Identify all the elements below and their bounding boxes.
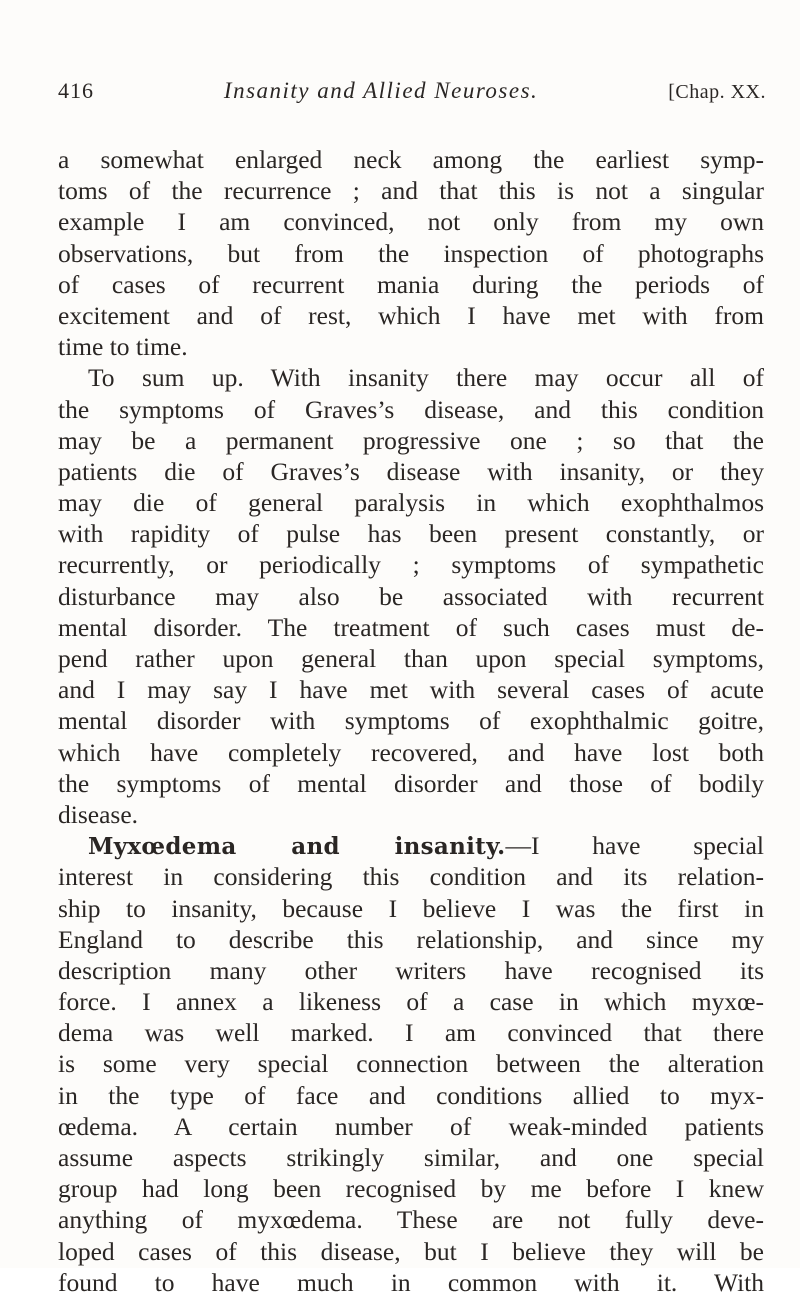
text-line: interest in considering this condition and its relation- — [58, 862, 764, 892]
text-line: found to have much in common with it. With — [58, 1267, 764, 1297]
text-line: description many other writers have recognised its — [58, 955, 764, 985]
text-line: England to describe this relationship, and since my — [58, 924, 764, 954]
running-title: Insanity and Allied Neuroses. — [223, 78, 539, 103]
text-line: observations, but from the inspection of photographs — [58, 238, 764, 268]
text-line: group had long been recognised by me before I knew — [58, 1174, 764, 1204]
text-line: may die of general paralysis in which exophthalmos — [58, 488, 764, 518]
text-line: pend rather upon general than upon special symptoms, — [58, 644, 764, 673]
text-line: patients die of Graves’s disease with insanity, or they — [58, 456, 764, 486]
text-line: recurrently, or periodically ; symptoms of sympathetic — [58, 550, 764, 580]
text-line: ship to insanity, because I believe I was the first in — [58, 893, 764, 923]
text-line: dema was well marked. I am convinced that there — [58, 1018, 764, 1048]
text-line: the symptoms of mental disorder and those of bodily — [58, 768, 764, 798]
text-line: mental disorder. The treatment of such cases must de- — [58, 612, 764, 642]
section-first-line — [58, 830, 764, 861]
text-line: disease. — [58, 799, 139, 829]
text-line: with rapidity of pulse has been present constantly, or — [58, 519, 764, 549]
text-line: the symptoms of Graves’s disease, and this condition — [58, 394, 764, 424]
text-line: loped cases of this disease, but I believe they will be — [58, 1236, 764, 1266]
text-line: which have completely recovered, and have lost both — [58, 737, 764, 767]
text-line: is some very special connection between the alteration — [58, 1049, 764, 1079]
running-head — [58, 78, 766, 118]
body-text — [58, 144, 764, 1298]
text-line: and I may say I have met with several cases of acute — [58, 675, 764, 705]
text-line: of cases of recurrent mania during the periods of — [58, 269, 764, 299]
text-line: example I am convinced, not only from my own — [58, 207, 764, 237]
text-line: time to time. — [58, 332, 188, 362]
text-line: a somewhat enlarged neck among the earliest symp- — [58, 145, 764, 174]
text-line: anything of myxœdema. These are not fully deve- — [58, 1205, 764, 1235]
text-line: force. I annex a likeness of a case in which myxœ- — [58, 987, 764, 1017]
page-number: 416 — [58, 78, 94, 103]
text-line: disturbance may also be associated with recurrent — [58, 581, 764, 611]
section-heading: Myxœdema and insanity. — [88, 833, 506, 861]
text-line: mental disorder with symptoms of exophthalmic goitre, — [58, 706, 764, 736]
chapter-label: [Chap. XX. — [668, 81, 766, 103]
text-line: toms of the recurrence ; and that this is not a singular — [58, 176, 764, 206]
text-line: in the type of face and conditions allied to myx- — [58, 1080, 764, 1110]
text-line: excitement and of rest, which I have met with from — [58, 300, 764, 330]
text-line: may be a permanent progressive one ; so that the — [58, 425, 764, 455]
text-line: To sum up. With insanity there may occur all of — [88, 363, 764, 393]
text-line: assume aspects strikingly similar, and one special — [58, 1143, 764, 1172]
text-line: œdema. A certain number of weak-minded patients — [58, 1111, 764, 1141]
section-first-line-text: —I have special — [505, 831, 764, 861]
